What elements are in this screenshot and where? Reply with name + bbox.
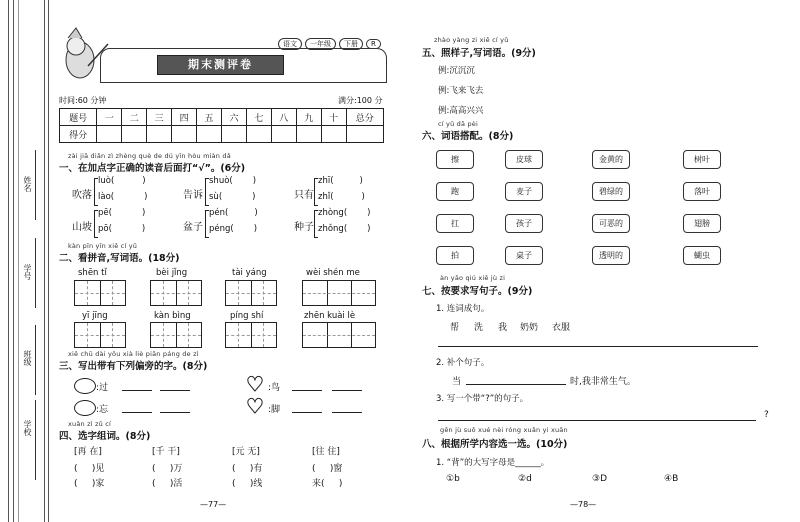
pill-grade: 一年级 — [305, 38, 336, 50]
side-label-name: 姓名 — [23, 176, 32, 192]
answer-blank[interactable] — [160, 412, 190, 413]
q4-item[interactable]: ( )窗 — [312, 464, 343, 474]
q7-pinyin: àn yāo qiú xiě jù zi — [440, 274, 506, 282]
q4-item[interactable]: 来( ) — [312, 479, 343, 489]
q4-item[interactable]: ( )线 — [232, 479, 263, 489]
q6-word[interactable]: 孩子 — [505, 214, 543, 233]
table-cell: 题号 — [60, 109, 97, 126]
q6-word[interactable]: 桌子 — [505, 246, 543, 265]
table-cell: 六 — [221, 109, 246, 126]
q7-word: 奶奶 — [520, 323, 539, 333]
answer-blank[interactable] — [466, 384, 566, 385]
q1-option[interactable]: pē( ) — [98, 208, 146, 218]
q2-pinyin-label: zhēn kuài lè — [304, 311, 356, 321]
q4-group: [往 住] — [312, 447, 340, 457]
q1-option[interactable]: zhǒng( ) — [318, 224, 371, 234]
q1-title: 一、在加点字正确的读音后面打“√”。(6分) — [59, 163, 246, 174]
q8-option[interactable]: ①b — [446, 474, 460, 484]
table-cell: 五 — [197, 109, 222, 126]
q3-pinyin: xiě chū dài yǒu xià liè piān páng de zì — [68, 350, 199, 358]
score-input-cell[interactable] — [346, 126, 383, 143]
q6-pinyin: cí yǔ dā pèi — [438, 120, 478, 128]
score-input-cell[interactable] — [271, 126, 296, 143]
pill-edition: R — [366, 39, 381, 49]
score-input-cell[interactable] — [197, 126, 222, 143]
q6-word[interactable]: 蝴虫 — [683, 246, 721, 265]
q3-char: :过 — [96, 383, 109, 393]
q6-word[interactable]: 透明的 — [592, 246, 630, 265]
margin-line — [18, 0, 19, 522]
q6-word[interactable]: 落叶 — [683, 182, 721, 201]
score-table-score-row — [60, 126, 384, 143]
answer-blank[interactable] — [292, 390, 322, 391]
side-label-class: 班级 — [23, 350, 32, 366]
q6-word[interactable]: 跑 — [436, 182, 474, 201]
q2-pinyin-label: shēn tǐ — [78, 268, 107, 278]
q7-title: 七、按要求写句子。(9分) — [422, 286, 533, 297]
q8-option[interactable]: ④B — [664, 474, 679, 484]
q8-option[interactable]: ③D — [592, 474, 607, 484]
q7-word: 衣服 — [552, 323, 571, 333]
q4-item[interactable]: ( )家 — [74, 479, 105, 489]
q2-pinyin: kàn pīn yīn xiě cí yǔ — [68, 242, 138, 250]
q4-item[interactable]: ( )有 — [232, 464, 263, 474]
score-input-cell[interactable] — [221, 126, 246, 143]
q6-word[interactable]: 麦子 — [505, 182, 543, 201]
q6-word[interactable]: 擦 — [436, 150, 474, 169]
writing-grid[interactable] — [74, 280, 126, 306]
q6-word[interactable]: 翅膀 — [683, 214, 721, 233]
q2-pinyin-label: yī jīng — [82, 311, 108, 321]
answer-blank[interactable] — [332, 390, 362, 391]
q6-word[interactable]: 拍 — [436, 246, 474, 265]
q3-title: 三、写出带有下列偏旁的字。(8分) — [59, 361, 208, 372]
q7-word: 洗 — [474, 323, 484, 333]
margin-line — [13, 0, 14, 522]
q2-pinyin-label: píng shí — [230, 311, 264, 321]
q4-group: [千 干] — [152, 447, 180, 457]
q1-option[interactable]: zhǐ( ) — [318, 192, 365, 202]
answer-blank[interactable] — [332, 412, 362, 413]
answer-line[interactable] — [438, 420, 756, 421]
pill-subject: 语文 — [278, 38, 302, 50]
q4-group: [元 无] — [232, 447, 260, 457]
score-input-cell[interactable] — [296, 126, 321, 143]
q1-word: 告诉 — [183, 190, 203, 201]
q7-word: 帮 — [450, 323, 460, 333]
q6-word[interactable]: 扛 — [436, 214, 474, 233]
q5-example: 例:飞来飞去 — [438, 86, 484, 96]
q1-word: 只有 — [294, 190, 314, 201]
q5-example: 例:高高兴兴 — [438, 106, 484, 116]
q7-sub2: 2. 补个句子。 — [436, 358, 490, 368]
score-input-cell[interactable] — [97, 126, 122, 143]
q4-title: 四、选字组词。(8分) — [59, 431, 151, 442]
writing-grid[interactable] — [302, 322, 376, 348]
q8-sub1: 1. “背”的大写字母是______。 — [436, 458, 550, 468]
q6-title: 六、词语搭配。(8分) — [422, 131, 514, 142]
margin-line — [8, 0, 9, 522]
q7-sub1: 1. 连词成句。 — [436, 304, 490, 314]
radical-circle — [74, 400, 96, 416]
q1-option[interactable]: luò( ) — [98, 176, 146, 186]
q6-word[interactable]: 碧绿的 — [592, 182, 630, 201]
q4-item[interactable]: ( )万 — [152, 464, 183, 474]
q3-char: :脚 — [268, 405, 281, 415]
side-label-id: 学号 — [23, 264, 32, 280]
full-score: 满分:100 分 — [338, 96, 383, 105]
q1-word: 盆子 — [183, 222, 203, 233]
q3-char: :忘 — [96, 405, 109, 415]
q2-title: 二、看拼音,写词语。(18分) — [59, 253, 180, 264]
score-input-cell[interactable] — [321, 126, 346, 143]
q4-group: [再 在] — [74, 447, 102, 457]
q2-pinyin-label: tài yáng — [232, 268, 267, 278]
q4-pinyin: xuǎn zì zǔ cí — [68, 420, 111, 428]
table-cell: 一 — [97, 109, 122, 126]
q3-char: :鸟 — [268, 383, 281, 393]
page-title: 期末测评卷 — [157, 55, 284, 75]
table-cell: 三 — [147, 109, 172, 126]
q1-option[interactable]: pō( ) — [98, 224, 146, 234]
table-cell: 八 — [271, 109, 296, 126]
q7-sub3: 3. 写一个带“?”的句子。 — [436, 394, 529, 404]
q1-option[interactable]: sù( ) — [209, 192, 256, 202]
score-table-header-row — [60, 109, 384, 126]
answer-line[interactable] — [438, 346, 758, 347]
score-input-cell[interactable] — [246, 126, 271, 143]
q8-option[interactable]: ②d — [518, 474, 532, 484]
table-cell: 十 — [321, 109, 346, 126]
side-fill-line — [35, 400, 36, 480]
time-limit: 时间:60 分钟 — [59, 96, 107, 105]
side-label-school: 学校 — [23, 420, 32, 436]
q6-word[interactable]: 可恶的 — [592, 214, 630, 233]
table-cell: 得分 — [60, 126, 97, 143]
q4-item[interactable]: ( )活 — [152, 479, 183, 489]
radical-circle — [74, 378, 96, 394]
q8-title: 八、根据所学内容选一选。(10分) — [422, 439, 568, 450]
writing-grid[interactable] — [302, 280, 376, 306]
q1-option[interactable]: shuò( ) — [209, 176, 257, 186]
writing-grid[interactable] — [150, 280, 202, 306]
margin-line — [48, 0, 49, 522]
heart-shape: ♥ — [246, 372, 264, 396]
table-cell: 九 — [296, 109, 321, 126]
score-input-cell[interactable] — [122, 126, 147, 143]
q5-pinyin: zhào yàng zi xiě cí yǔ — [434, 36, 509, 44]
writing-grid[interactable] — [74, 322, 126, 348]
q7-sub2-start: 当 — [452, 377, 462, 387]
page-number-right: —78— — [570, 500, 597, 509]
answer-blank[interactable] — [292, 412, 322, 413]
q7-sub2-end: 时,我非常生气。 — [570, 377, 636, 387]
q6-word[interactable]: 树叶 — [683, 150, 721, 169]
writing-grid[interactable] — [225, 322, 277, 348]
q2-pinyin-label: bèi jǐng — [156, 268, 188, 278]
q8-pinyin: gēn jù suǒ xué nèi róng xuǎn yi xuǎn — [440, 426, 568, 434]
q7-word: 我 — [498, 323, 508, 333]
side-fill-line — [35, 238, 36, 308]
q6-word[interactable]: 皮球 — [505, 150, 543, 169]
q1-option[interactable]: péng( ) — [209, 224, 258, 234]
table-cell: 总分 — [346, 109, 383, 126]
score-table — [59, 108, 384, 143]
table-cell: 七 — [246, 109, 271, 126]
side-fill-line — [35, 150, 36, 220]
writing-grid[interactable] — [225, 280, 277, 306]
question-mark: ? — [764, 410, 769, 420]
q1-pinyin: zài jiā diǎn zì zhèng què de dú yīn hòu miàn dǎ — [68, 152, 231, 160]
q2-pinyin-label: kàn bìng — [154, 311, 191, 321]
q6-word[interactable]: 金黄的 — [592, 150, 630, 169]
writing-grid[interactable] — [150, 322, 202, 348]
table-cell: 四 — [172, 109, 197, 126]
pill-term: 下册 — [339, 38, 363, 50]
margin-line — [44, 0, 45, 522]
score-input-cell[interactable] — [147, 126, 172, 143]
q4-item[interactable]: ( )见 — [74, 464, 105, 474]
q5-example: 例:沉沉沉 — [438, 66, 475, 76]
answer-blank[interactable] — [122, 390, 152, 391]
q2-pinyin-label: wèi shén me — [306, 268, 360, 278]
q1-word: 山坡 — [72, 222, 92, 233]
answer-blank[interactable] — [160, 390, 190, 391]
score-input-cell[interactable] — [172, 126, 197, 143]
q1-option[interactable]: zhòng( ) — [318, 208, 371, 218]
q1-word: 种子 — [294, 222, 314, 233]
page-number-left: —77— — [200, 500, 227, 509]
q1-option[interactable]: lào( ) — [98, 192, 148, 202]
table-cell: 二 — [122, 109, 147, 126]
q1-option[interactable]: zhī( ) — [318, 176, 363, 186]
q1-option[interactable]: pén( ) — [209, 208, 258, 218]
side-fill-line — [35, 325, 36, 395]
heart-shape: ♥ — [246, 394, 264, 418]
answer-blank[interactable] — [122, 412, 152, 413]
q5-title: 五、照样子,写词语。(9分) — [422, 48, 536, 59]
q1-word: 吹落 — [72, 190, 92, 201]
